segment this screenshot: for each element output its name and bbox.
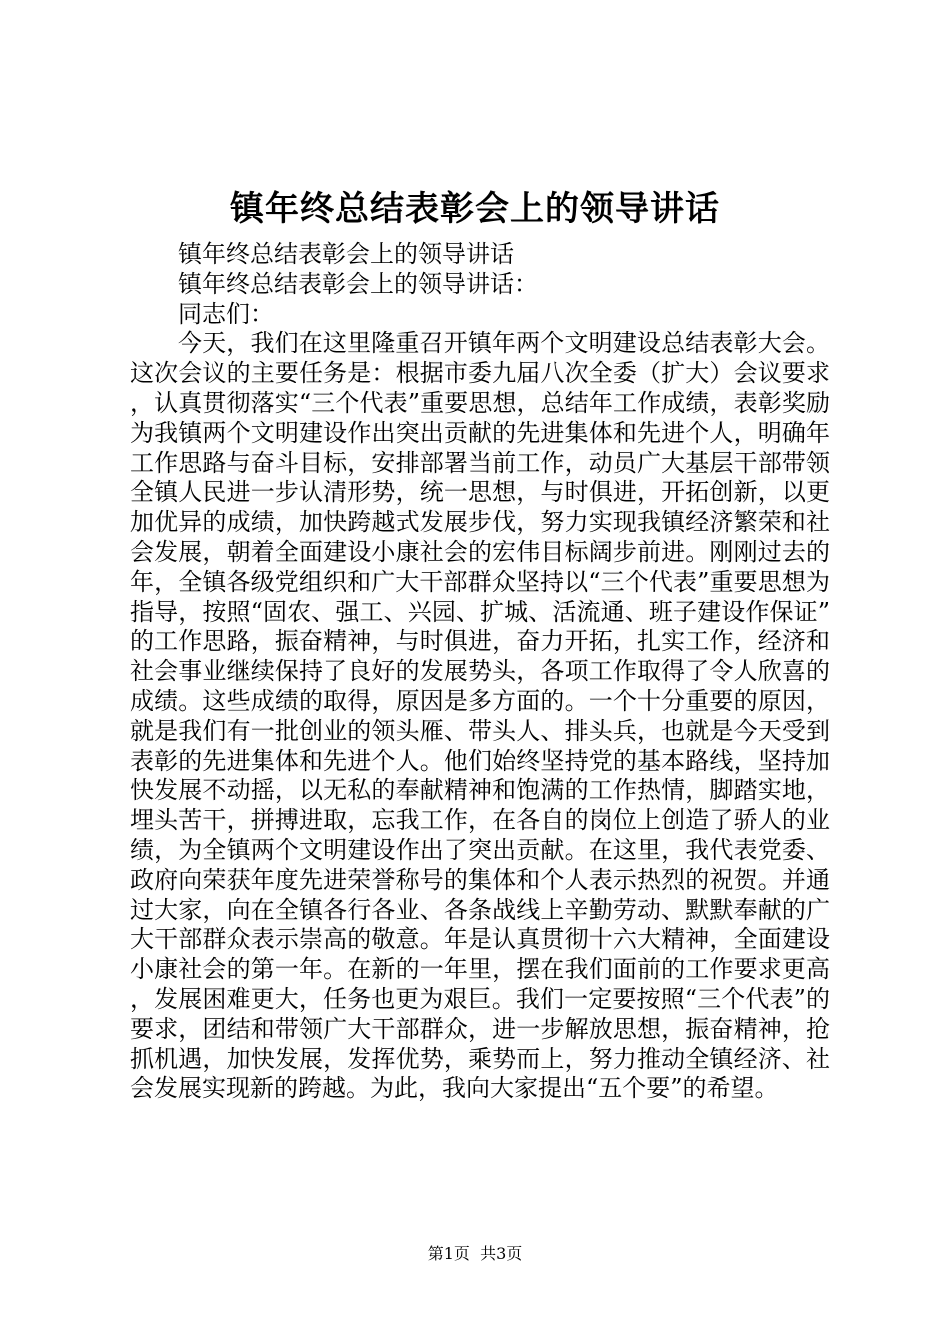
body-paragraph: 今天，我们在这里隆重召开镇年两个文明建设总结表彰大会。这次会议的主要任务是：根据市委九届八次全委（扩大）会议要求，认真贯彻落实“三个代表”重要思想，总结年工作成绩，表彰奖励为我镇两个文明建设作出突出贡献的先进集体和先进个人，明确年工作思路与奋斗目标，安排部署当前工作，动员广大基层干部带领全镇人民进一步认清形势，统一思想，与时俱进，开拓创新，以更加优异的成绩，加快跨越式发展步伐，努力实现我镇经济繁荣和社会发展，朝着全面建设小康社会的宏伟目标阔步前进。刚刚过去的年，全镇各级党组织和广大干部群众坚持以“三个代表”重要思想为指导，按照“固农、强工、兴园、扩城、活流通、班子建设作保证”的工作思路，振奋精神，与时俱进，奋力开拓，扎实工作，经济和社会事业继续保持了良好的发展势头，各项工作取得了令人欣喜的成绩。这些成绩的取得，原因是多方面的。一个十分重要的原因，就是我们有一批创业的领头雁、带头人、排头兵，也就是今天受到表彰的先进集体和先进个人。他们始终坚持党的基本路线，坚持加快发展不动摇，以无私的奉献精神和饱满的工作热情，脚踏实地，埋头苦干，拼搏进取，忘我工作，在各自的岗位上创造了骄人的业绩，为全镇两个文明建设作出了突出贡献。在这里，我代表党委、政府向荣获年度先进荣誉称号的集体和个人表示热烈的祝贺。并通过大家，向在全镇各行各业、各条战线上辛勤劳动、默默奉献的广大干部群众表示崇高的敬意。年是认真贯彻十六大精神，全面建设小康社会的第一年。在新的一年里，摆在我们面前的工作要求更高，发展困难更大，任务也更为艰巨。我们一定要按照“三个代表”的要求，团结和带领广大干部群众，进一步解放思想，振奋精神，抢抓机遇，加快发展，发挥优势，乘势而上，努力推动全镇经济、社会发展实现新的跨越。为此，我向大家提出“五个要”的希望。 — [130, 329, 830, 1103]
salutation: 同志们： — [178, 299, 274, 328]
page-footer: 第1页 共3页 — [427, 1244, 523, 1263]
document-content — [130, 240, 830, 1104]
document-subtitle: 镇年终总结表彰会上的领导讲话 — [178, 240, 514, 268]
document-heading: 镇年终总结表彰会上的领导讲话： — [178, 269, 538, 298]
document-title: 镇年终总结表彰会上的领导讲话 — [230, 189, 720, 229]
